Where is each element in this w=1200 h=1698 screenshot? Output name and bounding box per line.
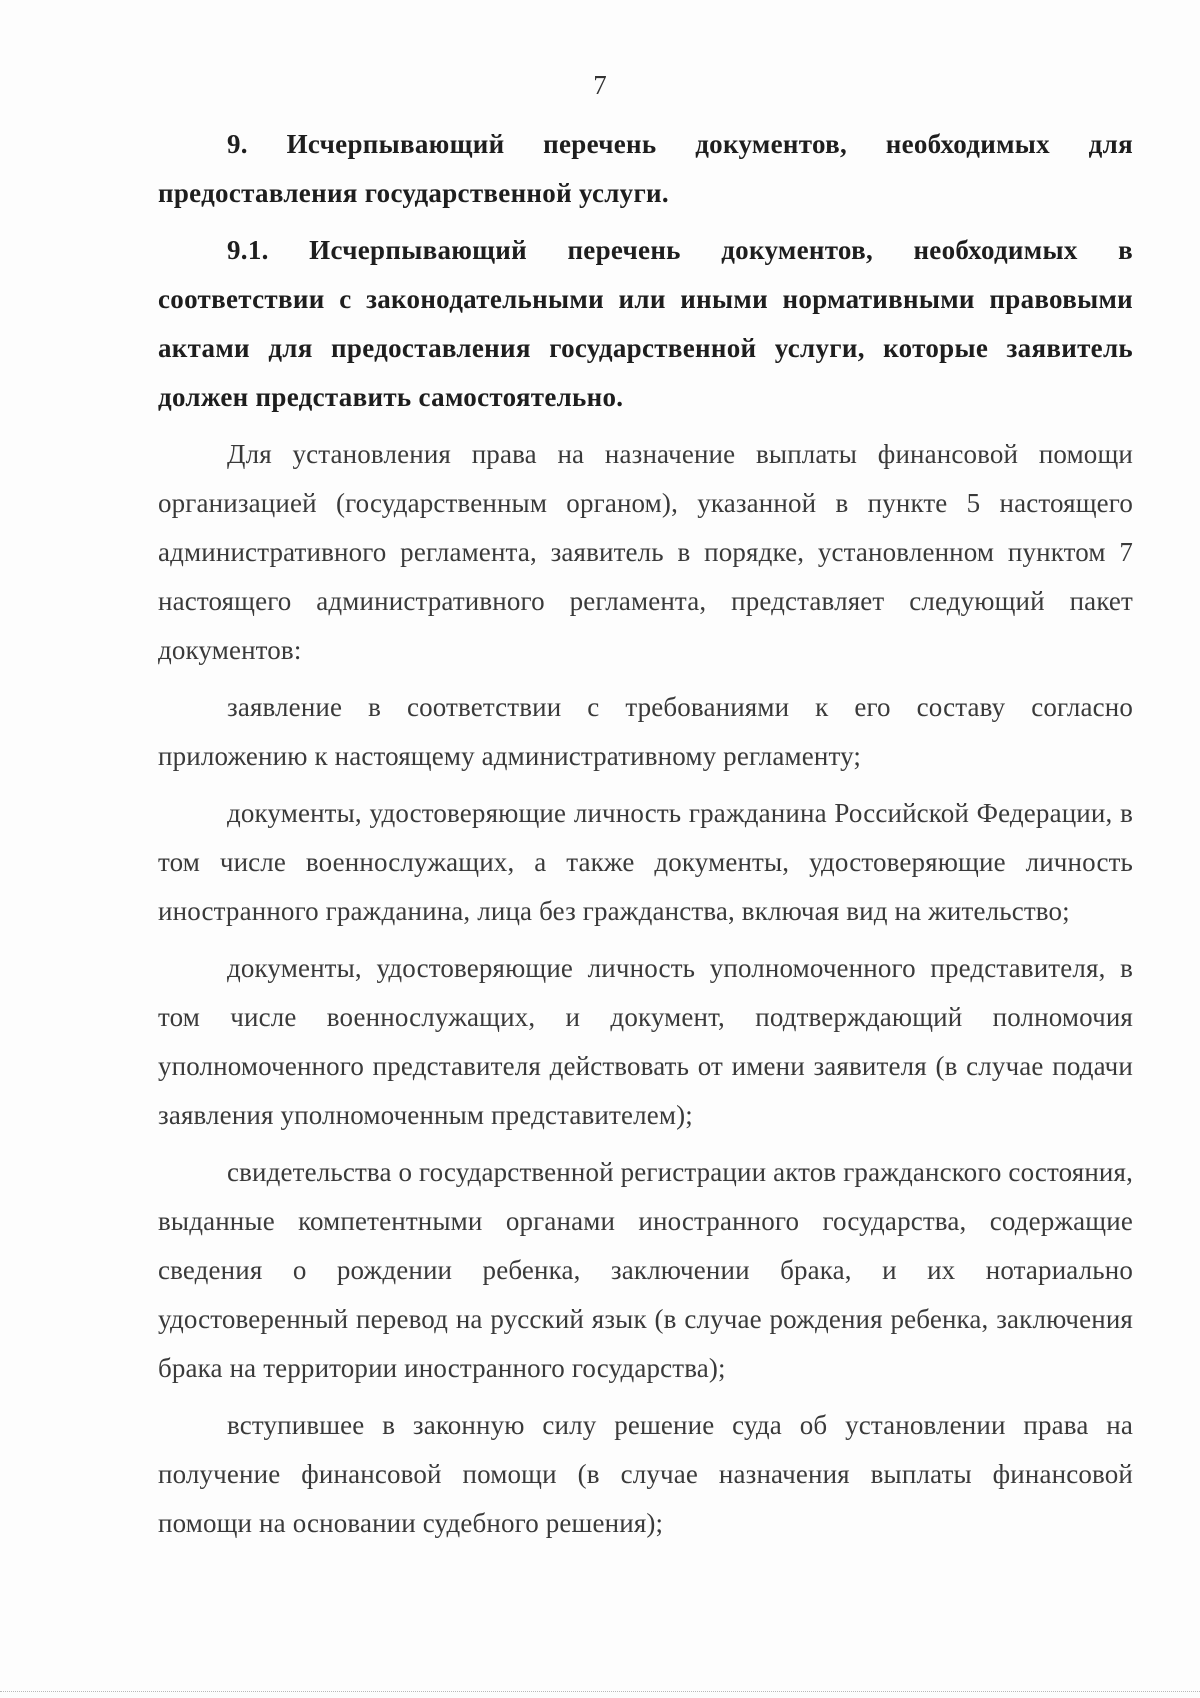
scan-edge-line [0,1691,1200,1692]
section-heading-9: 9. Исчерпывающий перечень документов, необходимых для предоставления государственной услуги. [158,129,1133,208]
section-heading-9-1: 9.1. Исчерпывающий перечень документов, необходимых в соответствии с законодательными или иными нормативными правовыми актами для предоставления государственной услуги, которые заявитель должен представить самостоятельно. [158,235,1133,412]
list-item-court-decision: вступившее в законную силу решение суда об установлении права на получение финансовой помощи (в случае назначения выплаты финансовой помощи на основании судебного решения); [158,1410,1133,1538]
list-item-civil-status-certificates: свидетельства о государственной регистрации актов гражданского состояния, выданные компетентными органами иностранного государства, содержащие сведения о рождении ребенка, заключении брака, и их нотариально удостоверенный перевод на русский язык (в случае рождения ребенка, заключения брака на территории иностранного государства); [158,1157,1133,1383]
list-item-identity-documents: документы, удостоверяющие личность гражданина Российской Федерации, в том числе военнослужащих, а также документы, удостоверяющие личность иностранного гражданина, лица без гражданства, включая вид на жительство; [158,798,1133,926]
intro-paragraph: Для установления права на назначение выплаты финансовой помощи организацией (государственным органом), указанной в пункте 5 настоящего административного регламента, заявитель в порядке, установленном пунктом 7 настоящего административного регламента, представляет следующий пакет документов: [158,439,1133,665]
list-item-application: заявление в соответствии с требованиями к его составу согласно приложению к настоящему административному регламенту; [158,692,1133,771]
document-body [158,120,1133,1556]
list-item-representative-documents: документы, удостоверяющие личность уполномоченного представителя, в том числе военнослужащих, и документ, подтверждающий полномочия уполномоченного представителя действовать от имени заявителя (в случае подачи заявления уполномоченным представителем); [158,953,1133,1130]
page-number: 7 [593,70,607,100]
